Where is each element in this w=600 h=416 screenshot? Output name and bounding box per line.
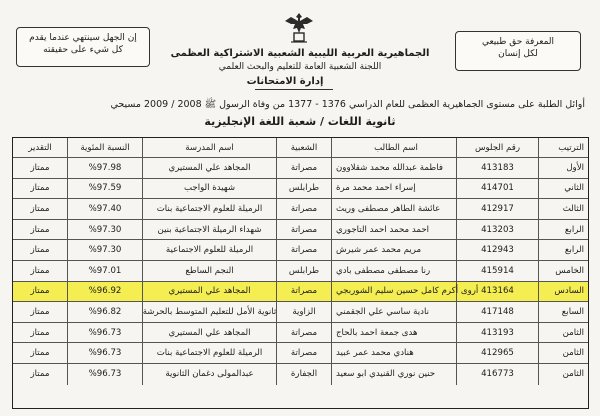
header-percentage: النسبة المئوية <box>67 138 142 157</box>
branch-cell: مصراتة <box>276 220 331 240</box>
seat-cell: 415914 <box>456 261 538 281</box>
percentage-cell: %96.73 <box>67 364 142 385</box>
percentage-cell: %97.01 <box>67 261 142 281</box>
branch-cell: مصراتة <box>276 240 331 260</box>
seat-cell: 416773 <box>456 364 538 385</box>
seat-cell: 412965 <box>456 343 538 363</box>
seat-cell: 417148 <box>456 302 538 322</box>
branch-cell: طرابلس <box>276 261 331 281</box>
name-cell: مريم محمد عمر شيرش <box>331 240 456 260</box>
quote-box-left <box>16 27 150 67</box>
table-row <box>13 261 588 282</box>
table-row <box>13 323 588 344</box>
org-title: الجماهيرية العربية الليبية الشعبية الاشتراكية العظمى <box>170 48 430 59</box>
grade-cell: ممتاز <box>30 286 50 297</box>
school-cell: الرميلة للعلوم الاجتماعية بنات <box>142 199 276 219</box>
seat-cell: 414701 <box>456 179 538 199</box>
quote-right-line2: لكل إنسان <box>498 49 538 59</box>
rank-cell: الرابع <box>538 220 588 240</box>
rank-cell: الأول <box>538 158 588 178</box>
name-cell: رنا مصطفى مصطفى بادي <box>331 261 456 281</box>
branch-cell: مصراتة <box>276 199 331 219</box>
school-cell: عبدالمولى دغمان الثانوية <box>142 364 276 385</box>
table-row-highlighted <box>13 282 588 303</box>
table-row <box>13 302 588 323</box>
percentage-cell: %97.59 <box>67 179 142 199</box>
grade-cell: ممتاز <box>30 265 50 276</box>
header-name: اسم الطالب <box>331 138 456 157</box>
grade-cell: ممتاز <box>30 348 50 359</box>
table-row <box>13 158 588 179</box>
name-cell: عائشة الطاهر مصطفى وريث <box>331 199 456 219</box>
seat-cell: 413164 <box>456 282 538 302</box>
quote-left-line1: إن الجهل سينتهي عندما يقدم <box>29 33 137 43</box>
school-cell: ثانوية الأمل للتعليم المتوسط بالحرشة <box>142 302 276 322</box>
rank-cell: الثامن <box>538 323 588 343</box>
grade-cell: ممتاز <box>30 306 50 317</box>
name-cell: أروى أكرم كامل حسين سليم الشوربجي <box>331 282 456 302</box>
percentage-cell: %96.92 <box>67 282 142 302</box>
rank-cell: الثاني <box>538 179 588 199</box>
table-header-row <box>13 138 588 158</box>
org-subtitle: اللجنة الشعبية العامة للتعليم والبحث العلمي <box>218 62 382 72</box>
branch-cell: مصراتة <box>276 343 331 363</box>
percentage-cell: %97.98 <box>67 158 142 178</box>
seat-cell: 412943 <box>456 240 538 260</box>
grade-cell: ممتاز <box>30 245 50 256</box>
percentage-cell: %96.73 <box>67 323 142 343</box>
name-cell: احمد محمد احمد التاجوري <box>331 220 456 240</box>
percentage-cell: %97.30 <box>67 220 142 240</box>
school-cell: شهيدة الواجب <box>142 179 276 199</box>
department-title: إدارة الامتحانات <box>246 76 324 87</box>
seat-cell: 413193 <box>456 323 538 343</box>
intro-text: أوائل الطلبة على مستوى الجماهيرية العظمى للعام الدراسي 1376 - 1377 من وفاة الرسول ﷺ 2008 / 2009 مسيحي <box>110 99 585 110</box>
grade-cell: ممتاز <box>30 162 50 173</box>
grade-cell: ممتاز <box>30 369 50 380</box>
header-seat: رقم الجلوس <box>456 138 538 157</box>
branch-cell: مصراتة <box>276 158 331 178</box>
seat-cell: 412917 <box>456 199 538 219</box>
branch-cell: الجفارة <box>276 364 331 385</box>
results-table <box>12 137 589 409</box>
header-grade: التقدير <box>28 142 52 153</box>
school-cell: المجاهد علي المستيري <box>142 158 276 178</box>
table-row <box>13 240 588 261</box>
rank-cell: الثامن <box>538 364 588 385</box>
rank-cell: السابع <box>538 302 588 322</box>
table-row <box>13 220 588 241</box>
grade-cell: ممتاز <box>30 224 50 235</box>
school-cell: النجم الساطع <box>142 261 276 281</box>
school-cell: المجاهد علي المستيري <box>142 323 276 343</box>
rank-cell: الرابع <box>538 240 588 260</box>
seat-cell: 413203 <box>456 220 538 240</box>
eagle-emblem-icon <box>283 11 315 45</box>
branch-cell: مصراتة <box>276 323 331 343</box>
grade-cell: ممتاز <box>30 203 50 214</box>
percentage-cell: %96.73 <box>67 343 142 363</box>
percentage-cell: %97.40 <box>67 199 142 219</box>
quote-right-line1: المعرفة حق طبيعي <box>481 37 555 47</box>
school-cell: الرميلة للعلوم الاجتماعية <box>142 240 276 260</box>
table-row <box>13 364 588 385</box>
name-cell: هدى جمعة احمد بالحاج <box>331 323 456 343</box>
school-cell: المجاهد علي المستيري <box>142 282 276 302</box>
seat-cell: 413183 <box>456 158 538 178</box>
header-school: اسم المدرسة <box>142 138 276 157</box>
rank-cell: الخامس <box>538 261 588 281</box>
branch-cell: طرابلس <box>276 179 331 199</box>
name-cell: هنادي محمد عمر عبيد <box>331 343 456 363</box>
school-cell: شهداء الرميلة الاجتماعية بنين <box>142 220 276 240</box>
quote-box-right <box>455 31 581 71</box>
header-rank: الترتيب <box>538 138 588 157</box>
title-underline <box>255 89 333 90</box>
rank-cell: الثامن <box>538 343 588 363</box>
grade-cell: ممتاز <box>30 183 50 194</box>
grade-cell: ممتاز <box>30 327 50 338</box>
rank-cell: الثالث <box>538 199 588 219</box>
percentage-cell: %96.82 <box>67 302 142 322</box>
name-cell: نادية ساسي علي الجقمني <box>331 302 456 322</box>
branch-cell: الزاوية <box>276 302 331 322</box>
header-branch: الشعبية <box>276 138 331 157</box>
name-cell: حنين نوري القنيدي ابو سعيد <box>331 364 456 385</box>
name-cell: إسراء احمد محمد مرة <box>331 179 456 199</box>
name-cell: فاطمة عبدالله محمد شقلاوون <box>331 158 456 178</box>
table-row <box>13 199 588 220</box>
branch-cell: مصراتة <box>276 282 331 302</box>
percentage-cell: %97.30 <box>67 240 142 260</box>
table-row <box>13 343 588 364</box>
school-cell: الرميلة للعلوم الاجتماعية بنات <box>142 343 276 363</box>
quote-left-line2: كل شيء على حقيقته <box>43 45 123 55</box>
section-title: ثانوية اللغات / شعبة اللغة الإنجليزية <box>204 115 396 128</box>
rank-cell: السادس <box>538 282 588 302</box>
table-row <box>13 179 588 200</box>
